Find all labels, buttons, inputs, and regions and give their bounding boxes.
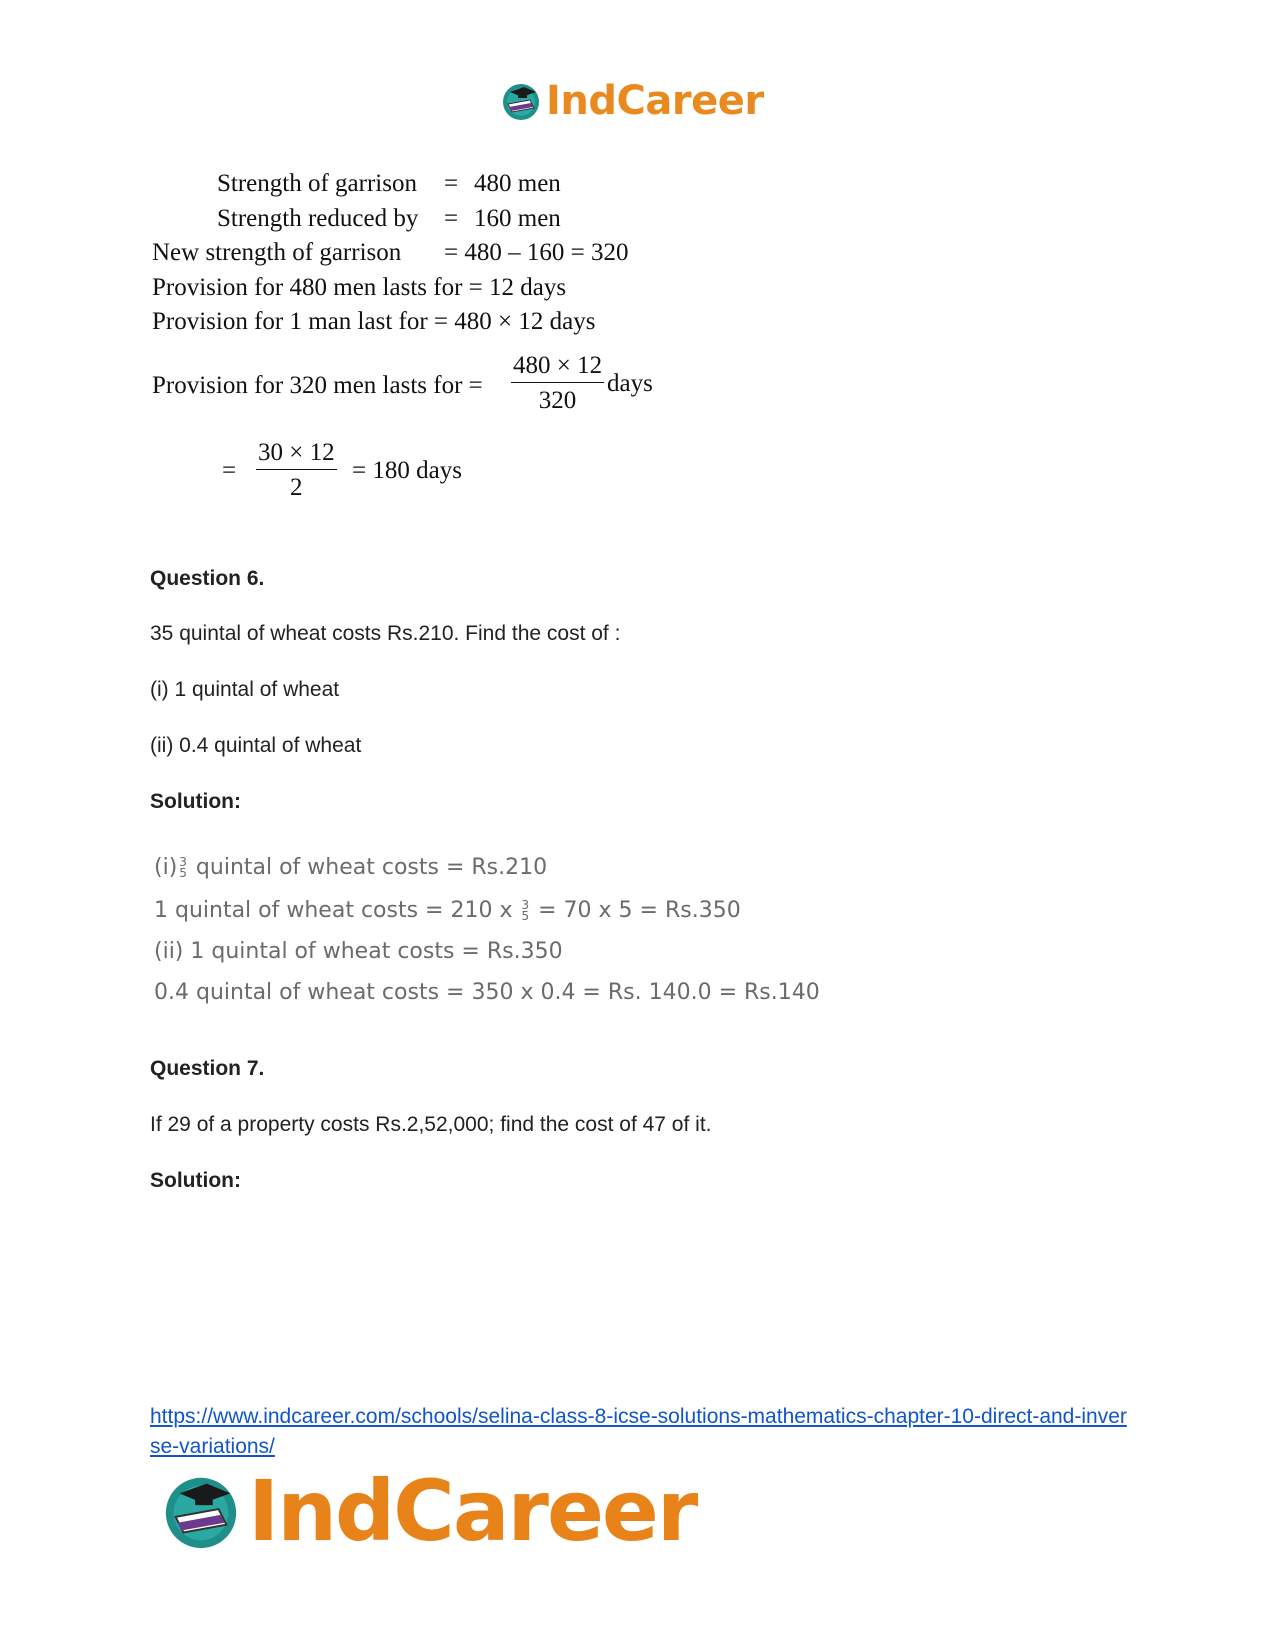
scan-line-7-right: = 180 days xyxy=(352,457,462,484)
header-logo xyxy=(500,78,764,124)
q6-solution-line-1 xyxy=(154,855,547,880)
fraction-denominator: 5 xyxy=(521,909,530,923)
scan-line-2-left: Strength reduced by xyxy=(217,205,419,232)
question-7-title: Question 7. xyxy=(150,1057,265,1080)
q6-solution-line-4: 0.4 quintal of wheat costs = 350 x 0.4 = Rs. 140.0 = Rs.140 xyxy=(154,980,820,1005)
scan-line-3-left: New strength of garrison xyxy=(152,239,402,266)
scan-line-2-right: 160 men xyxy=(474,205,561,232)
question-6-text: 35 quintal of wheat costs Rs.210. Find the cost of : xyxy=(150,622,621,645)
fraction-denominator: 5 xyxy=(179,866,187,880)
q6-sol-line1-fraction xyxy=(179,857,187,879)
q6-solution-line-3: (ii) 1 quintal of wheat costs = Rs.350 xyxy=(154,939,563,964)
scan-line-2-eq: = xyxy=(444,205,459,232)
question-6-solution-label: Solution: xyxy=(150,790,241,813)
question-6-part-i: (i) 1 quintal of wheat xyxy=(150,678,340,701)
graduation-book-icon xyxy=(160,1470,242,1552)
q6-solution-line-2 xyxy=(154,898,741,923)
fraction-numerator: 3 xyxy=(521,898,530,912)
scan-line-4: Provision for 480 men lasts for = 12 days xyxy=(152,274,567,301)
logo-wordmark: IndCareer xyxy=(546,78,764,124)
q6-sol-line2-fraction xyxy=(521,900,529,922)
scan-line-1-right: 480 men xyxy=(474,170,561,197)
question-6-part-ii: (ii) 0.4 quintal of wheat xyxy=(150,734,362,757)
scan-line-7-fraction xyxy=(256,439,337,502)
question-6-title: Question 6. xyxy=(150,567,265,590)
scan-line-6-left: Provision for 320 men lasts for = xyxy=(152,372,483,399)
scan-line-6-unit: days xyxy=(607,370,653,397)
scan-line-7-eq: = xyxy=(222,457,237,484)
scan-line-5: Provision for 1 man last for = 480 × 12 days xyxy=(152,308,596,335)
footer-logo xyxy=(160,1462,696,1560)
fraction-numerator: 30 × 12 xyxy=(256,439,337,470)
scan-line-1-left: Strength of garrison xyxy=(217,170,417,197)
scan-line-6-fraction xyxy=(511,352,604,415)
question-7-text: If 29 of a property costs Rs.2,52,000; find the cost of 47 of it. xyxy=(150,1113,712,1136)
scan-line-1-eq: = xyxy=(444,170,459,197)
question-7-solution-label: Solution: xyxy=(150,1169,241,1192)
graduation-book-icon xyxy=(500,80,542,122)
logo-wordmark: IndCareer xyxy=(248,1462,697,1560)
fraction-denominator: 320 xyxy=(538,387,577,414)
q6-sol-line2-suffix: = 70 x 5 = Rs.350 xyxy=(538,898,741,923)
source-link[interactable]: https://www.indcareer.com/schools/selina-class-8-icse-solutions-mathematics-chapter-10-direct-and-inverse-variations/ xyxy=(150,1405,1127,1458)
fraction-denominator: 2 xyxy=(290,474,303,501)
fraction-numerator: 3 xyxy=(179,855,187,869)
scan-line-3-right: = 480 – 160 = 320 xyxy=(444,239,629,266)
q6-sol-line1-prefix: (i) xyxy=(154,855,178,880)
q6-sol-line1-suffix: quintal of wheat costs = Rs.210 xyxy=(195,855,548,880)
q6-sol-line2-prefix: 1 quintal of wheat costs = 210 x xyxy=(154,898,513,923)
fraction-numerator: 480 × 12 xyxy=(511,352,604,383)
